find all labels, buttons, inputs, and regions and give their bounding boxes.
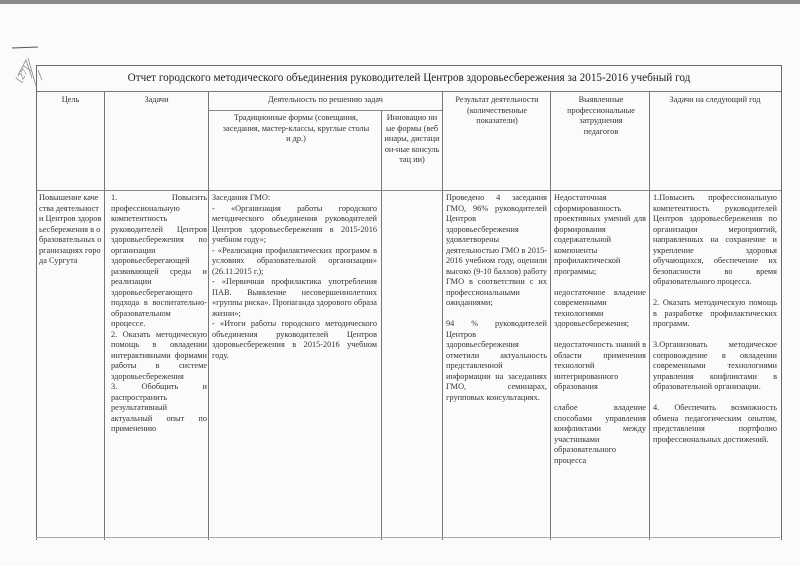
scan-top-edge <box>0 0 800 4</box>
traditional-cell <box>212 193 377 361</box>
next-year-item: 1.Повысить профессиональную компетентность руководителей Центров здоровьесбережения по организации мероприятий, направленных на сохранение и укрепление здоровья обучающихся, обеспечение их безопасности во время образовательного процесса. <box>653 193 777 286</box>
problem-item: недостаточность знаний в области применения технологий интегрированного образования <box>554 340 646 391</box>
meeting-item: - «Реализация профилактических программ в условиях образовательной организации» (26.11.2015 г.); <box>212 245 377 276</box>
meeting-heading: Заседания ГМО: <box>212 193 271 202</box>
next-year-item: 4. Обеспечить возможность обмена педагогическим опытом, представления портфолио профессиональных достижений. <box>653 403 777 444</box>
header-result: Результат деятельности (количественные показатели) <box>455 95 539 125</box>
meeting-item: - «Первичная профилактика употребления ПАВ. Выявление несовершеннолетних «группы риска». Пропаганда здорового образа жизни»; <box>212 277 377 318</box>
tasks-cell <box>111 193 207 435</box>
report-table <box>36 65 782 540</box>
col-divider <box>550 92 551 540</box>
table-grid <box>37 92 781 540</box>
meeting-item: - «Итоги работы городского методического объединения руководителей Центров здоровьесбережения в 2015-2016 учебном году. <box>212 319 377 360</box>
subheader-divider <box>208 110 442 111</box>
task-item: 1. Повысить профессиональную компетентность руководителей Центров здоровьесбережения по организации здоровьесберегающей развивающей среды и реализации здоровьесберегающего подхода в воспитательно-образовательном процессе. <box>111 193 207 328</box>
next-year-cell <box>653 193 777 445</box>
header-activity: Деятельность по решению задач <box>268 95 383 104</box>
meeting-item: - «Организация работы городского методического объединения руководителей Центров здоровьесбережения в 2015-2016 учебном году»; <box>212 203 377 244</box>
header-next-year: Задачи на следующий год <box>669 95 761 104</box>
col-divider <box>649 92 650 540</box>
header-traditional: Традиционные формы (совещания, заседания, мастер-классы, круглые столы и др.) <box>222 113 370 143</box>
problem-item: недостаточное владение современными технологиями здоровьесбережения; <box>554 287 646 328</box>
header-problems: Выявленные профессиональные затруднения педагогов <box>567 95 635 136</box>
result-cell <box>446 193 547 403</box>
col-divider <box>381 110 382 540</box>
result-item: Проведено 4 заседания ГМО, 96% руководителей Центров здоровьесбережения удовлетворены деятельностью ГМО в 2015-2016 учебном году, оценили высоко (9-10 баллов) работу ГМО в соответствии с их профессиональными ожиданиями; <box>446 193 547 307</box>
problem-item: Недостаточная сформированность проективных умений для формирования содержательной компоненты профилактической программы; <box>554 193 646 276</box>
svg-text:[27]: [27] <box>14 64 33 85</box>
col-divider <box>442 92 443 540</box>
report-title: Отчет городского методического объединения руководителей Центров здоровьесбережения за 2015-2016 учебный год <box>37 66 781 92</box>
header-innovative: Инновацио нные формы (вебинары, дистацион-ные консультац ии) <box>384 113 440 164</box>
col-divider <box>208 92 209 540</box>
table-bottom-border <box>36 537 780 538</box>
next-year-item: 3.Организовать методическое сопровождение в овладении современными технологиями управления конфликтами в образовательной организации. <box>653 340 777 391</box>
problems-cell <box>554 193 646 466</box>
header-goal: Цель <box>61 95 80 104</box>
task-item: 2. Оказать методическую помощь в овладении интерактивными формами работы в системе здоровьесбережения <box>111 329 207 381</box>
problem-item: слабое владение способами управления конфликтами между участниками образовательного процесса <box>554 403 646 465</box>
goal-text: Повышение качества деятельности Центров здоровьесбережения в образовательных организациях города Сургута <box>39 193 102 265</box>
header-bottom-divider <box>37 190 781 191</box>
result-item: 94 % руководителей Центров здоровьесбережения отметили актуальность представленной информации на заседаниях ГМО, семинарах, групповых консультациях. <box>446 319 547 402</box>
col-divider <box>104 92 105 540</box>
task-item: 3. Обобщить и распространить результативный актуальный опыт по применению <box>111 382 207 433</box>
header-tasks: Задачи <box>144 95 169 104</box>
next-year-item: 2. Оказать методическую помощь в разработке профилактических программ. <box>653 298 777 328</box>
